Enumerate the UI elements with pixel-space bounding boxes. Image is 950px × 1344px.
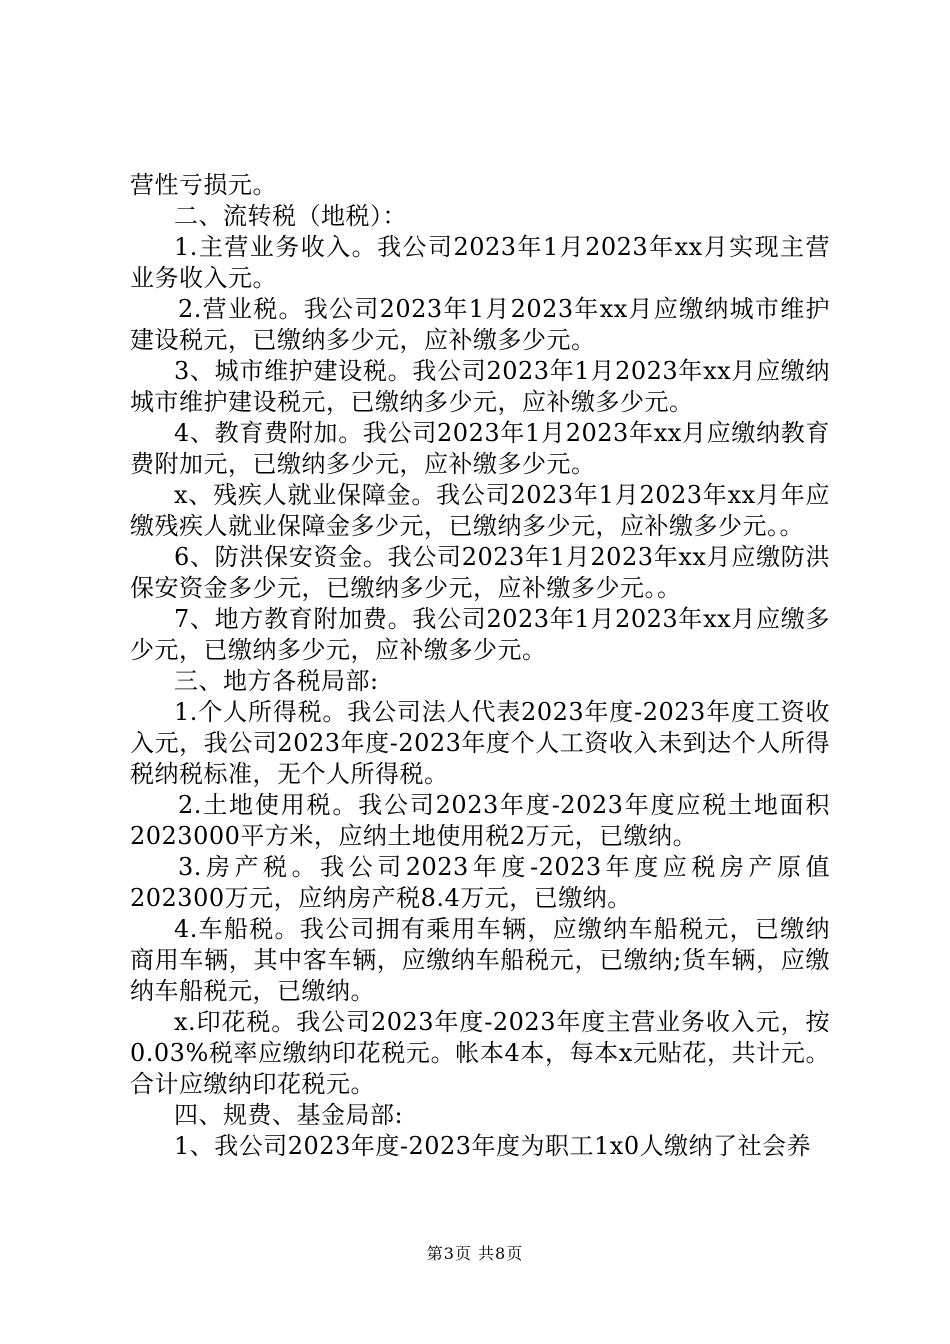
paragraph-business-tax: 2.营业税。我公司2023年1月2023年xx月应缴纳城市维护建设税元，已缴纳多少元，应补缴多少元。 bbox=[130, 295, 830, 354]
paragraph-flood-control-fund: 6、防洪保安资金。我公司2023年1月2023年xx月应缴防洪保安资金多少元，已缴纳多少元，应补缴多少元。。 bbox=[130, 543, 830, 602]
paragraph-main-business-income: 1.主营业务收入。我公司2023年1月2023年xx月实现主营业务收入元。 bbox=[130, 233, 830, 292]
section-heading-turnover-tax: 二、流转税（地税）： bbox=[174, 202, 407, 230]
paragraph-continuation: 营性亏损元。 bbox=[130, 171, 277, 199]
paragraph-property-tax: 3.房产税。我公司2023年度-2023年度应税房产原值202300万元，应纳房产税8.4万元，已缴纳。 bbox=[130, 853, 830, 912]
section-heading-fees-funds: 四、规费、基金局部: bbox=[174, 1101, 404, 1129]
paragraph-vehicle-tax: 4.车船税。我公司拥有乘用车辆，应缴纳车船税元，已缴纳商用车辆，其中客车辆，应缴纳车船税元，已缴纳;货车辆，应缴纳车船税元，已缴纳。 bbox=[130, 915, 830, 1005]
paragraph-education-surcharge: 4、教育费附加。我公司2023年1月2023年xx月应缴纳教育费附加元，已缴纳多少元，应补缴多少元。 bbox=[130, 419, 830, 478]
section-heading-local-taxes: 三、地方各税局部: bbox=[174, 667, 379, 695]
paragraph-stamp-tax: x.印花税。我公司2023年度-2023年度主营业务收入元，按0.03%税率应缴纳印花税元。帐本4本，每本x元贴花，共计元。合计应缴纳印花税元。 bbox=[130, 1008, 830, 1098]
paragraph-social-insurance: 1、我公司2023年度-2023年度为职工1x0人缴纳了社会养 bbox=[174, 1132, 812, 1160]
paragraph-urban-maintenance-tax: 3、城市维护建设税。我公司2023年1月2023年xx月应缴纳城市维护建设税元，已缴纳多少元，应补缴多少元。 bbox=[130, 357, 830, 416]
paragraph-personal-income-tax: 1.个人所得税。我公司法人代表2023年度-2023年度工资收入元，我公司2023年度-2023年度个人工资收入未到达个人所得税纳税标准，无个人所得税。 bbox=[130, 698, 830, 788]
paragraph-land-use-tax: 2.土地使用税。我公司2023年度-2023年度应税土地面积2023000平方米，应纳土地使用税2万元，已缴纳。 bbox=[130, 791, 830, 850]
page-number-footer: 第3页 共8页 bbox=[426, 1244, 524, 1263]
paragraph-local-education-surcharge: 7、地方教育附加费。我公司2023年1月2023年xx月应缴多少元，已缴纳多少元，应补缴多少元。 bbox=[130, 605, 830, 664]
document-body bbox=[130, 170, 830, 1162]
paragraph-disability-fund: x、残疾人就业保障金。我公司2023年1月2023年xx月年应缴残疾人就业保障金多少元，已缴纳多少元，应补缴多少元。。 bbox=[130, 481, 830, 540]
